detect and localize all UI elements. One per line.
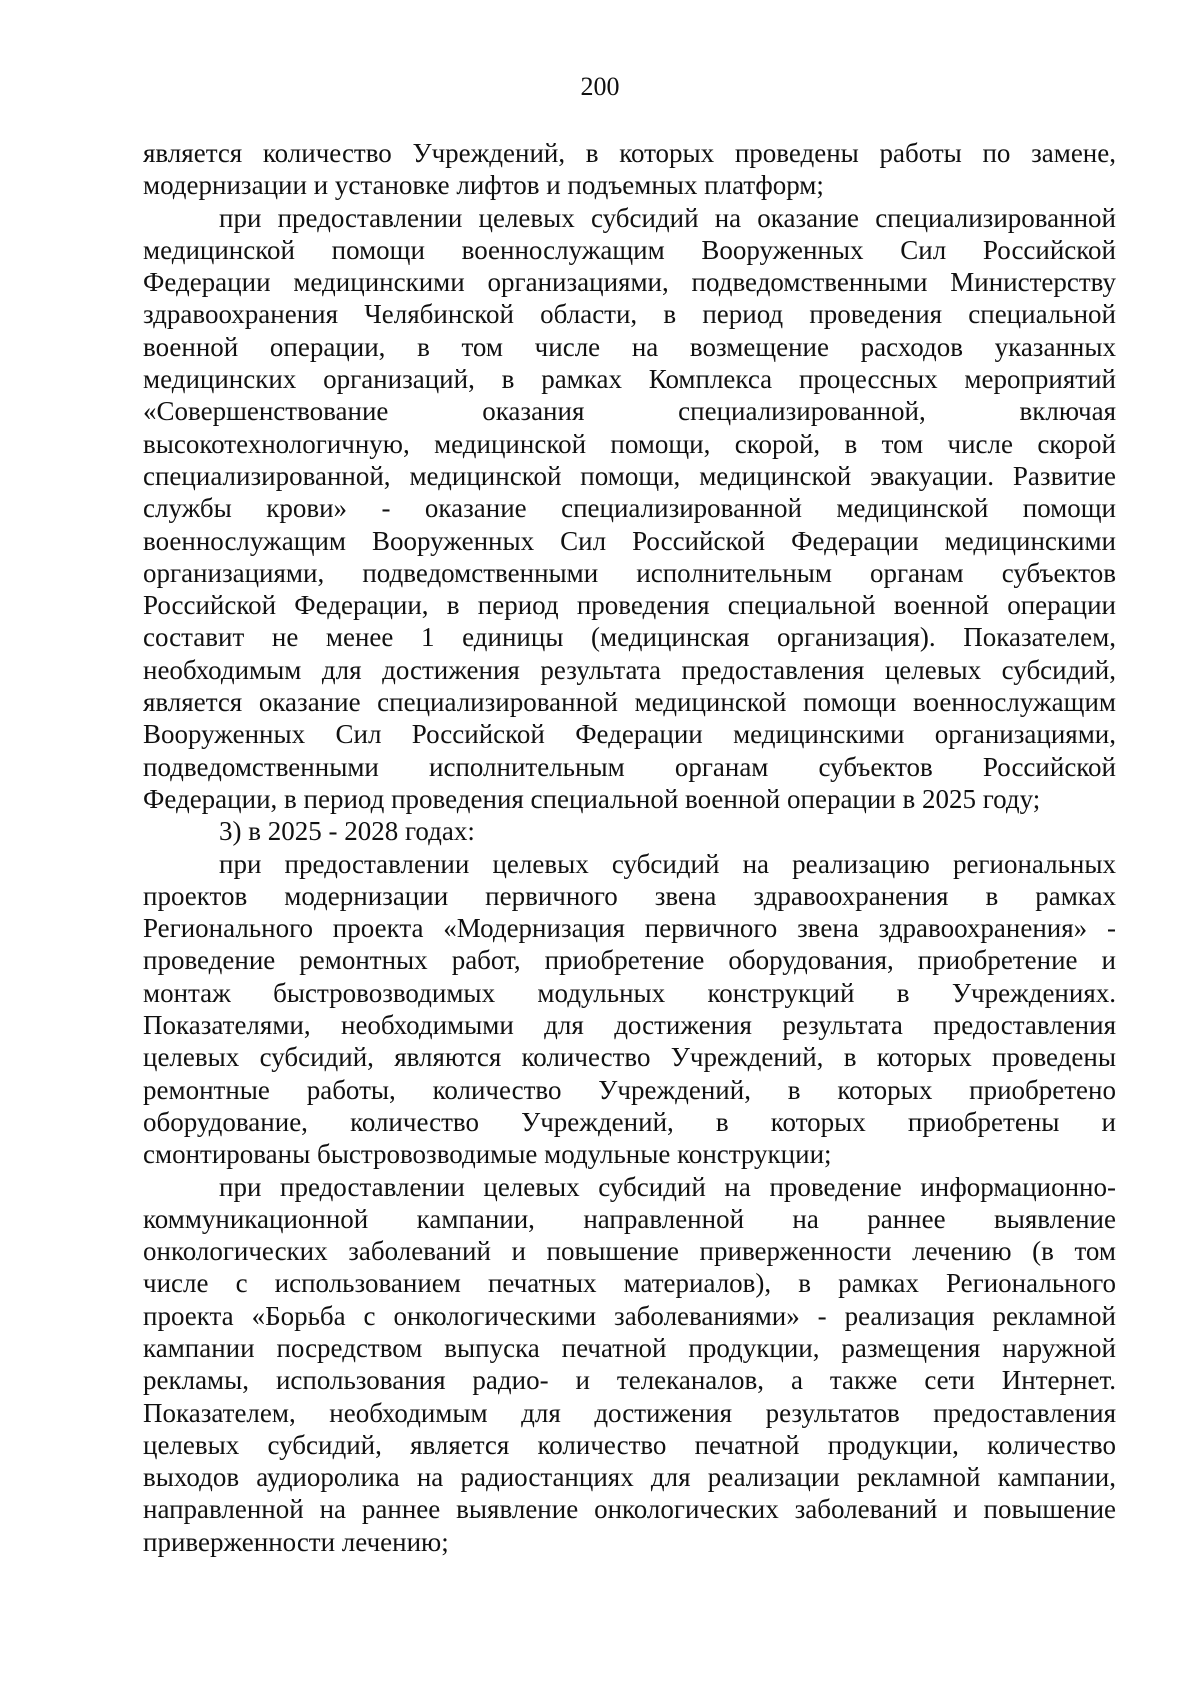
text-line: Российской Федерации, в период проведения специальной военной операции	[143, 590, 1116, 621]
text-line: «Совершенствование оказания специализированной, включая	[143, 396, 1116, 427]
text-line: Показателями, необходимыми для достижения результата предоставления	[143, 1010, 1116, 1041]
text-line: при предоставлении целевых субсидий на оказание специализированной	[219, 202, 1116, 233]
document-body	[143, 137, 1116, 1558]
text-line: целевых субсидий, являются количество Учреждений, в которых проведены	[143, 1042, 1116, 1073]
text-line: направленной на раннее выявление онкологических заболеваний и повышение	[143, 1494, 1116, 1525]
text-line: подведомственными исполнительным органам субъектов Российской	[143, 751, 1116, 782]
text-line: военной операции, в том числе на возмещение расходов указанных	[143, 331, 1116, 362]
text-line: Регионального проекта «Модернизация первичного звена здравоохранения» -	[143, 913, 1116, 944]
text-line: медицинской помощи военнослужащим Вооруженных Сил Российской	[143, 234, 1116, 265]
text-line: является количество Учреждений, в которых проведены работы по замене,	[143, 138, 1116, 168]
text-line: 3) в 2025 - 2028 годах:	[219, 816, 475, 847]
text-line: проектов модернизации первичного звена здравоохранения в рамках	[143, 880, 1116, 911]
text-line: целевых субсидий, является количество печатной продукции, количество	[143, 1429, 1116, 1460]
text-line: кампании посредством выпуска печатной продукции, размещения наружной	[143, 1332, 1116, 1363]
text-line: здравоохранения Челябинской области, в период проведения специальной	[143, 299, 1116, 330]
text-line: Показателем, необходимым для достижения результатов предоставления	[143, 1397, 1116, 1428]
text-line: при предоставлении целевых субсидий на проведение информационно-	[219, 1171, 1116, 1202]
text-line: является оказание специализированной медицинской помощи военнослужащим	[143, 687, 1116, 718]
text-line: монтаж быстровозводимых модульных конструкций в Учреждениях.	[143, 977, 1116, 1008]
text-line: ремонтные работы, количество Учреждений, в которых приобретено	[143, 1074, 1116, 1105]
text-line: службы крови» - оказание специализированной медицинской помощи	[143, 493, 1116, 524]
text-line: оборудование, количество Учреждений, в которых приобретены и	[143, 1106, 1116, 1137]
text-line: организациями, подведомственными исполнительным органам субъектов	[143, 557, 1116, 588]
text-line: числе с использованием печатных материалов), в рамках Регионального	[143, 1268, 1116, 1299]
text-line: проекта «Борьба с онкологическими заболеваниями» - реализация рекламной	[143, 1300, 1116, 1331]
page-number: 200	[580, 72, 620, 101]
text-line: военнослужащим Вооруженных Сил Российской Федерации медицинскими	[143, 525, 1116, 556]
text-line: рекламы, использования радио- и телеканалов, а также сети Интернет.	[143, 1365, 1116, 1396]
text-line: проведение ремонтных работ, приобретение оборудования, приобретение и	[143, 945, 1116, 976]
text-line: Федерации медицинскими организациями, подведомственными Министерству	[143, 267, 1116, 298]
text-line: смонтированы быстровозводимые модульные конструкции;	[143, 1139, 832, 1170]
text-line: при предоставлении целевых субсидий на реализацию региональных	[219, 848, 1116, 879]
text-line: онкологических заболеваний и повышение приверженности лечению (в том	[143, 1236, 1116, 1267]
text-line: выходов аудиоролика на радиостанциях для реализации рекламной кампании,	[143, 1462, 1116, 1493]
text-line: Вооруженных Сил Российской Федерации медицинскими организациями,	[143, 719, 1116, 750]
text-line: высокотехнологичную, медицинской помощи, скорой, в том числе скорой	[143, 428, 1116, 459]
text-line: медицинских организаций, в рамках Комплекса процессных мероприятий	[143, 364, 1116, 395]
text-line: приверженности лечению;	[143, 1526, 449, 1557]
text-line: коммуникационной кампании, направленной на раннее выявление	[143, 1203, 1116, 1234]
text-line: необходимым для достижения результата предоставления целевых субсидий,	[143, 654, 1116, 685]
text-line: составит не менее 1 единицы (медицинская организация). Показателем,	[143, 622, 1116, 653]
text-line: модернизации и установке лифтов и подъемных платформ;	[143, 170, 824, 201]
text-line: специализированной, медицинской помощи, медицинской эвакуации. Развитие	[143, 460, 1116, 491]
text-line: Федерации, в период проведения специальной военной операции в 2025 году;	[143, 783, 1041, 814]
